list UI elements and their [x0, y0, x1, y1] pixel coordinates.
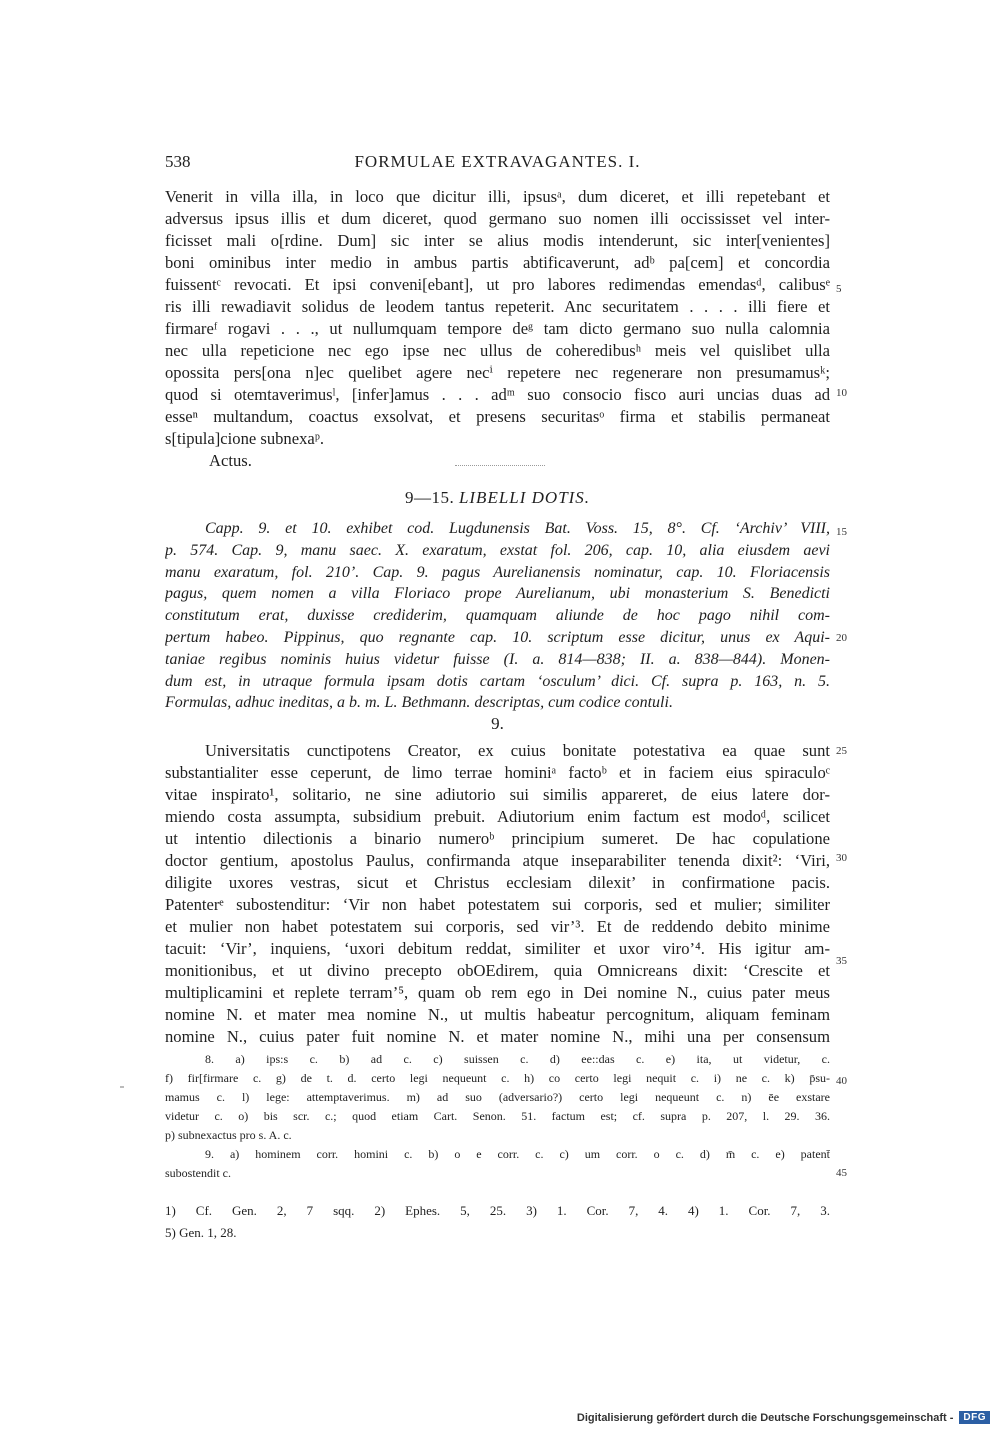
line-number-30: 30 [836, 852, 847, 864]
text-line: Universitatis cunctipotens Creator, ex cuius bonitate potestativa ea quae sunt [205, 741, 830, 760]
note-line: f) fir[firmare c. g) de t. d. certo legi nequeunt c. h) co certo legi nequit c. i) ne c. k) p̄su- [165, 1071, 830, 1085]
note-line: mamus c. l) lege: attemptaverimus. m) ad suo (adversario?) certo legi nequeunt c. n) ēe exstare [165, 1090, 830, 1104]
formula-number: 9. [491, 714, 504, 733]
intro-line: Formulas, adhuc ineditas, a b. m. L. Bethmann. descriptas, cum codice contuli. [165, 694, 673, 712]
intro-line: p. 574. Cap. 9, manu saec. X. exaratum, exstat fol. 206, cap. 10, alia eiusdem aevi [165, 541, 830, 559]
reference-line: 1) Cf. Gen. 2, 7 sqq. 2) Ephes. 5, 25. 3) 1. Cor. 7, 4. 4) 1. Cor. 7, 3. [165, 1203, 830, 1218]
line-number-5: 5 [836, 283, 842, 295]
text-line: doctor gentium, apostolus Paulus, confirmanda atque inseparabiliter tenenda dixit²: ‘Viri, [165, 851, 830, 870]
text-line: fuissentᶜ revocati. Et ipsi conveni[ebant], ut pro labores redimendas emendasᵈ, calibusᵉ [165, 275, 830, 294]
text-line: ut intentio dilectionis a binario numeroᵇ principium sumeret. De hac copulatione [165, 829, 830, 848]
text-line: vitae inspirato¹, solitario, ne sine adiutorio sui similis appareret, de eius latere dor- [165, 785, 830, 804]
section-divider [455, 465, 545, 468]
line-number-45: 45 [836, 1167, 847, 1179]
text-line: quod si otemtaverimusˡ, [infer]amus . . . adᵐ suo consocio fisco auri uncias duas ad [165, 385, 830, 404]
line-number-10: 10 [836, 387, 847, 399]
running-title: FORMULAE EXTRAVAGANTES. I. [354, 152, 641, 171]
section-title: LIBELLI DOTIS. [458, 488, 591, 507]
text-line: adversus ipsus illis et dum diceret, quod germano suo nomen illi occississet vel inter- [165, 209, 830, 228]
note-line: 9. a) hominem corr. homini c. b) o e corr. c. c) um corr. o c. d) m̄ c. e) patent̄ [205, 1147, 830, 1161]
formula-8-text [165, 186, 830, 472]
note-line: 8. a) ips:s c. b) ad c. c) suissen c. d) ee::das c. e) ita, ut videtur, c. [205, 1052, 830, 1066]
text-line: opossita pers[ona n]ec quelibet agere necⁱ repetere nec regenerare non presumamusᵏ; [165, 363, 830, 382]
line-number-35: 35 [836, 955, 847, 967]
text-line: monitionibus, et ut divino precepto obOEdirem, quia Omnicreans dixit: ‘Crescite et [165, 961, 830, 980]
editorial-introduction [165, 518, 830, 714]
line-number-15: 15 [836, 526, 847, 538]
credit-text: Digitalisierung gefördert durch die Deutsche Forschungsgemeinschaft - [576, 1411, 954, 1424]
text-line: tacuit: ‘Vir’, inquiens, ‘uxori debitum reddat, similiter et uxor viro’⁴. His igitur am- [165, 939, 830, 958]
intro-line: taniae regibus nominis huius videtur fuisse (I. a. 814—838; II. a. 838—844). Monen- [165, 650, 830, 668]
text-line: nomine N. et mater mea nomine N., ut multis habeatur percognitum, aliquam feminam [165, 1005, 830, 1024]
note-line: p) subnexactus pro s. A. c. [165, 1128, 292, 1142]
intro-line: constitutum erat, duxisse crediderim, quamquam aliunde de hoc pago nihil com- [165, 607, 830, 625]
source-references [165, 1200, 830, 1244]
actus-line: Actus. [209, 451, 252, 470]
dfg-logo: DFG [959, 1411, 990, 1424]
note-line: videtur c. o) bis scr. c.; quod etiam Cart. Senon. 51. factum est; cf. supra p. 207, l. 29. 36. [165, 1109, 830, 1123]
text-line: nec ulla repeticione nec ego ipse nec ullus de coheredibusʰ meis vel quislibet ulla [165, 341, 830, 360]
text-line: multiplicamini et replete terram’⁵, quam ob rem ego in Dei nomine N., cuius pater meus [165, 983, 830, 1002]
text-line: Patenterᵉ subostenditur: ‘Vir non habet potestatem sui corporis, sed et mulier; similiter [165, 895, 830, 914]
page-header [165, 152, 830, 176]
text-line: ris illi rewadiavit solidus de leodem tantus repeterit. Anc securitatem . . . . illi fiere et [165, 297, 830, 316]
intro-line: pertum habeo. Pippinus, quo regnante cap. 10. scriptum esse dicitur, unus ex Aqui- [165, 628, 830, 646]
text-line: s[tipula]cione subnexaᵖ. [165, 429, 325, 448]
critical-apparatus [165, 1050, 830, 1183]
note-line: subostendit c. [165, 1166, 231, 1180]
scan-artifact [120, 1086, 124, 1088]
text-line: firmareᶠ rogavi . . ., ut nullumquam tempore deᵍ tam dicto germano suo nulla calomnia [165, 319, 830, 338]
intro-line: pagus, quem nomen a villa Floriaco prope Aurelianum, ubi monasterium S. Benedicti [165, 585, 830, 603]
text-line: nomine N., cuius pater fuit nomine N. et mater nomine N., mihi una per consensum [165, 1027, 830, 1046]
intro-line: dum est, in utraque formula ipsam dotis cartam ‘osculum’ dici. Cf. supra p. 163, n. 5. [165, 672, 830, 690]
text-line: esseⁿ multandum, coactus exsolvat, et presens securitasᵒ firma et stabilis permaneat [165, 407, 830, 426]
text-line: ficisset mali o[rdine. Dum] sic inter se alius modis intenderunt, sic inter[venientes] [165, 231, 830, 250]
intro-line: Capp. 9. et 10. exhibet cod. Lugdunensis Bat. Voss. 15, 8°. Cf. ‘Archiv’ VIII, [205, 520, 830, 537]
reference-line: 5) Gen. 1, 28. [165, 1225, 237, 1240]
intro-line: manu exaratum, fol. 210’. Cap. 9. pagus Aurelianensis nominatur, cap. 10. Floriacensis [165, 563, 830, 581]
section-number: 9—15. [404, 488, 455, 507]
page-number: 538 [165, 152, 191, 171]
line-number-40: 40 [836, 1075, 847, 1087]
text-line: miendo costa assumpta, subsidium prebuit. Adiutorium enim factum est modoᵈ, scilicet [165, 807, 830, 826]
text-line: et mulier non habet potestatem sui corporis, sed vir’³. Et de reddendo debito minime [165, 917, 830, 936]
digitization-credit [577, 1411, 990, 1424]
line-number-25: 25 [836, 745, 847, 757]
text-line: substantialiter esse ceperunt, de limo terrae hominiᵃ factoᵇ et in faciem eius spiraculoᶜ [165, 763, 830, 782]
section-heading [165, 488, 830, 508]
text-line: boni ominibus inter medio in ambus partis abtificaverunt, adᵇ pa[cem] et concordia [165, 253, 830, 272]
line-number-20: 20 [836, 632, 847, 644]
text-line: diligite uxores vestras, sicut et Christus ecclesiam dilexit’ in confirmatione pacis. [165, 873, 830, 892]
formula-9-text [165, 740, 830, 1048]
text-line: Venerit in villa illa, in loco que dicitur illi, ipsusᵃ, dum diceret, et illi repetebant et [165, 187, 830, 206]
